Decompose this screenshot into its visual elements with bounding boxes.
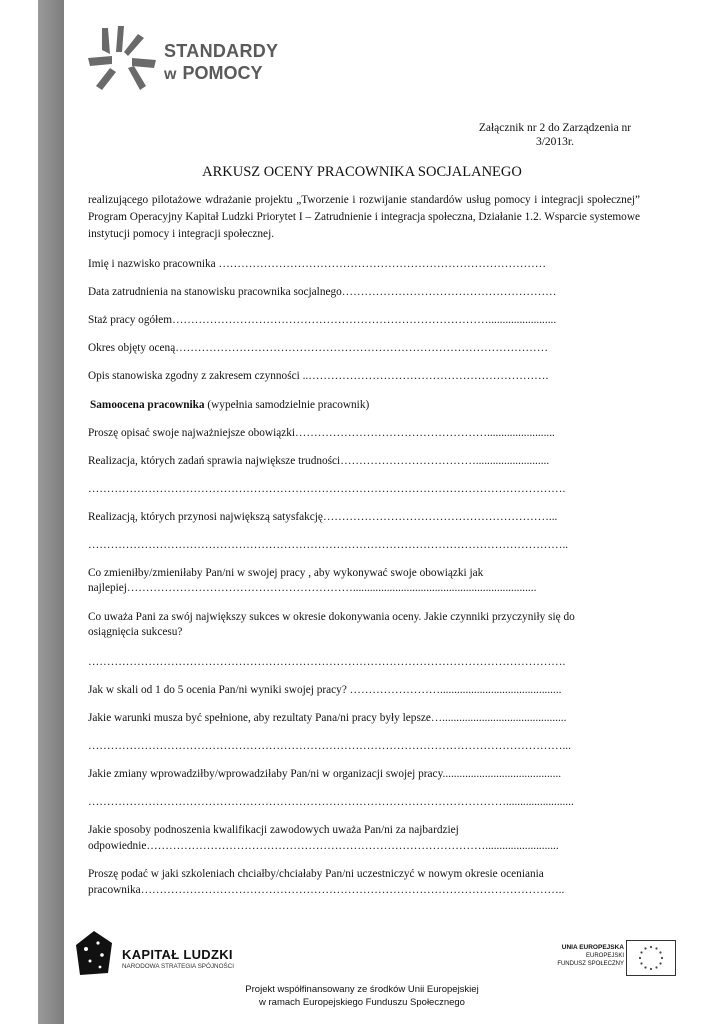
eu-line3: FUNDUSZ SPOŁECZNY: [557, 961, 624, 967]
eu-flag-icon: [626, 940, 676, 976]
eu-logo: [545, 938, 680, 978]
question-difficulties[interactable]: Realizacja, których zadań sprawia największe trudności………………………………..........................: [88, 455, 550, 467]
side-bar: [38, 0, 64, 1024]
intro-paragraph: realizującego pilotażowe wdrażanie projektu „Tworzenie i rozwijanie standardów usług pomocy i integracji społecznej” Program Operacyjny Kapitał Ludzki Priorytet I – Zatrudnienie i integracja społeczna, Działanie 1.2. Wsparcie systemowe instytucji pomocy i integracji społecznej.: [88, 194, 640, 240]
funding-note: [180, 983, 544, 1009]
field-name[interactable]: Imię i nazwisko pracownika ……………………………………………………………………………: [88, 258, 547, 270]
question-change-line1: Co zmieniłby/zmieniłaby Pan/ni w swojej pracy , aby wykonywać swoje obowiązki jak: [88, 567, 484, 579]
annex-line1: Załącznik nr 2 do Zarządzenia nr: [478, 122, 632, 134]
logo-line1: STANDARDY: [164, 41, 279, 61]
question-success-line2: osiągnięcia sukcesu?: [88, 626, 183, 638]
answer-line-difficulties[interactable]: ……………………………………………………………………………………………………………….: [88, 483, 566, 495]
funding-line2: w ramach Europejskiego Funduszu Społecznego: [259, 997, 465, 1008]
question-duties[interactable]: Proszę opisać swoje najważniejsze obowiązki……………………………………………........................: [88, 427, 555, 439]
section-heading-rest: (wypełnia samodzielnie pracownik): [204, 399, 370, 411]
field-period[interactable]: Okres objęty oceną………………………………………………………………………………………: [88, 342, 549, 354]
star-emblem-icon: [88, 26, 158, 92]
annex-note: [470, 121, 640, 149]
question-rating[interactable]: Jak w skali od 1 do 5 ocenia Pan/ni wyniki swojej pracy? ……………………...........................................: [88, 684, 562, 696]
eu-text: [557, 944, 624, 968]
question-training-line2[interactable]: pracownika…………………………………………………………………………………………………..: [88, 884, 565, 896]
section-heading-bold: Samoocena pracownika: [90, 399, 205, 411]
kapital-ludzki-logo: [74, 929, 254, 979]
question-qualifications-line1: Jakie sposoby podnoszenia kwalifikacji zawodowych uważa Pan/ni za najbardziej: [88, 824, 459, 836]
field-job-description[interactable]: Opis stanowiska zgodny z zakresem czynności ..……………………………………………………….: [88, 370, 549, 382]
section-heading: [88, 397, 640, 413]
logo-wordmark: [164, 40, 278, 86]
answer-line-satisfaction[interactable]: ………………………………………………………………………………………………………………..: [88, 539, 569, 551]
question-satisfaction[interactable]: Realizacją, których przynosi największą satysfakcję……………………………………………………...: [88, 511, 558, 523]
annex-line2: 3/2013r.: [535, 136, 574, 148]
eu-line2: EUROPEJSKI: [585, 953, 624, 959]
funding-line1: Projekt współfinansowany ze środków Unii Europejskiej: [245, 984, 479, 995]
logo-line2: [164, 62, 278, 86]
logo-pomocy: POMOCY: [182, 63, 263, 83]
field-seniority[interactable]: Staż pracy ogółem…………………………………………………………………………........................: [88, 314, 557, 326]
answer-line-success[interactable]: ……………………………………………………………………………………………………………….: [88, 656, 566, 668]
question-training-line1: Proszę podać w jaki szkoleniach chciałby/chciałaby Pan/ni uczestniczyć w nowym okresie oceniania: [88, 868, 544, 880]
kl-subtitle: NARODOWA STRATEGIA SPÓJNOŚCI: [122, 963, 234, 970]
logo-w: w: [164, 66, 177, 83]
eu-line1: UNIA EUROPEJSKA: [561, 944, 624, 951]
document-title: ARKUSZ OCENY PRACOWNIKA SOCJALANEGO: [202, 164, 522, 180]
question-change-line2[interactable]: najlepiej…………………………………………………….................................................................: [88, 582, 537, 594]
standardy-logo: [88, 26, 288, 96]
question-qualifications-line2[interactable]: odpowiednie………………………………………………………………………………..........................: [88, 840, 559, 852]
kl-title: KAPITAŁ LUDZKI: [122, 947, 233, 962]
answer-line-org-changes[interactable]: …………………………………………………………………………………………………........................: [88, 796, 574, 808]
kapital-ludzki-emblem-icon: [74, 929, 114, 979]
question-org-changes[interactable]: Jakie zmiany wprowadziłby/wprowadziłaby Pan/ni w organizacji swojej pracy..........................................: [88, 768, 562, 780]
answer-line-conditions[interactable]: ………………………………………………………………………………………………………………...: [88, 740, 571, 752]
question-conditions[interactable]: Jakie warunki musza być spełnione, aby rezultaty Pana/ni pracy były lepsze…............................................: [88, 712, 567, 724]
field-employment-date[interactable]: Data zatrudnienia na stanowisku pracownika socjalnego…………………………………………………: [88, 286, 557, 298]
question-success-line1: Co uważa Pani za swój największy sukces w okresie dokonywania oceny. Jakie czynniki przyczyniły się do: [88, 611, 575, 623]
